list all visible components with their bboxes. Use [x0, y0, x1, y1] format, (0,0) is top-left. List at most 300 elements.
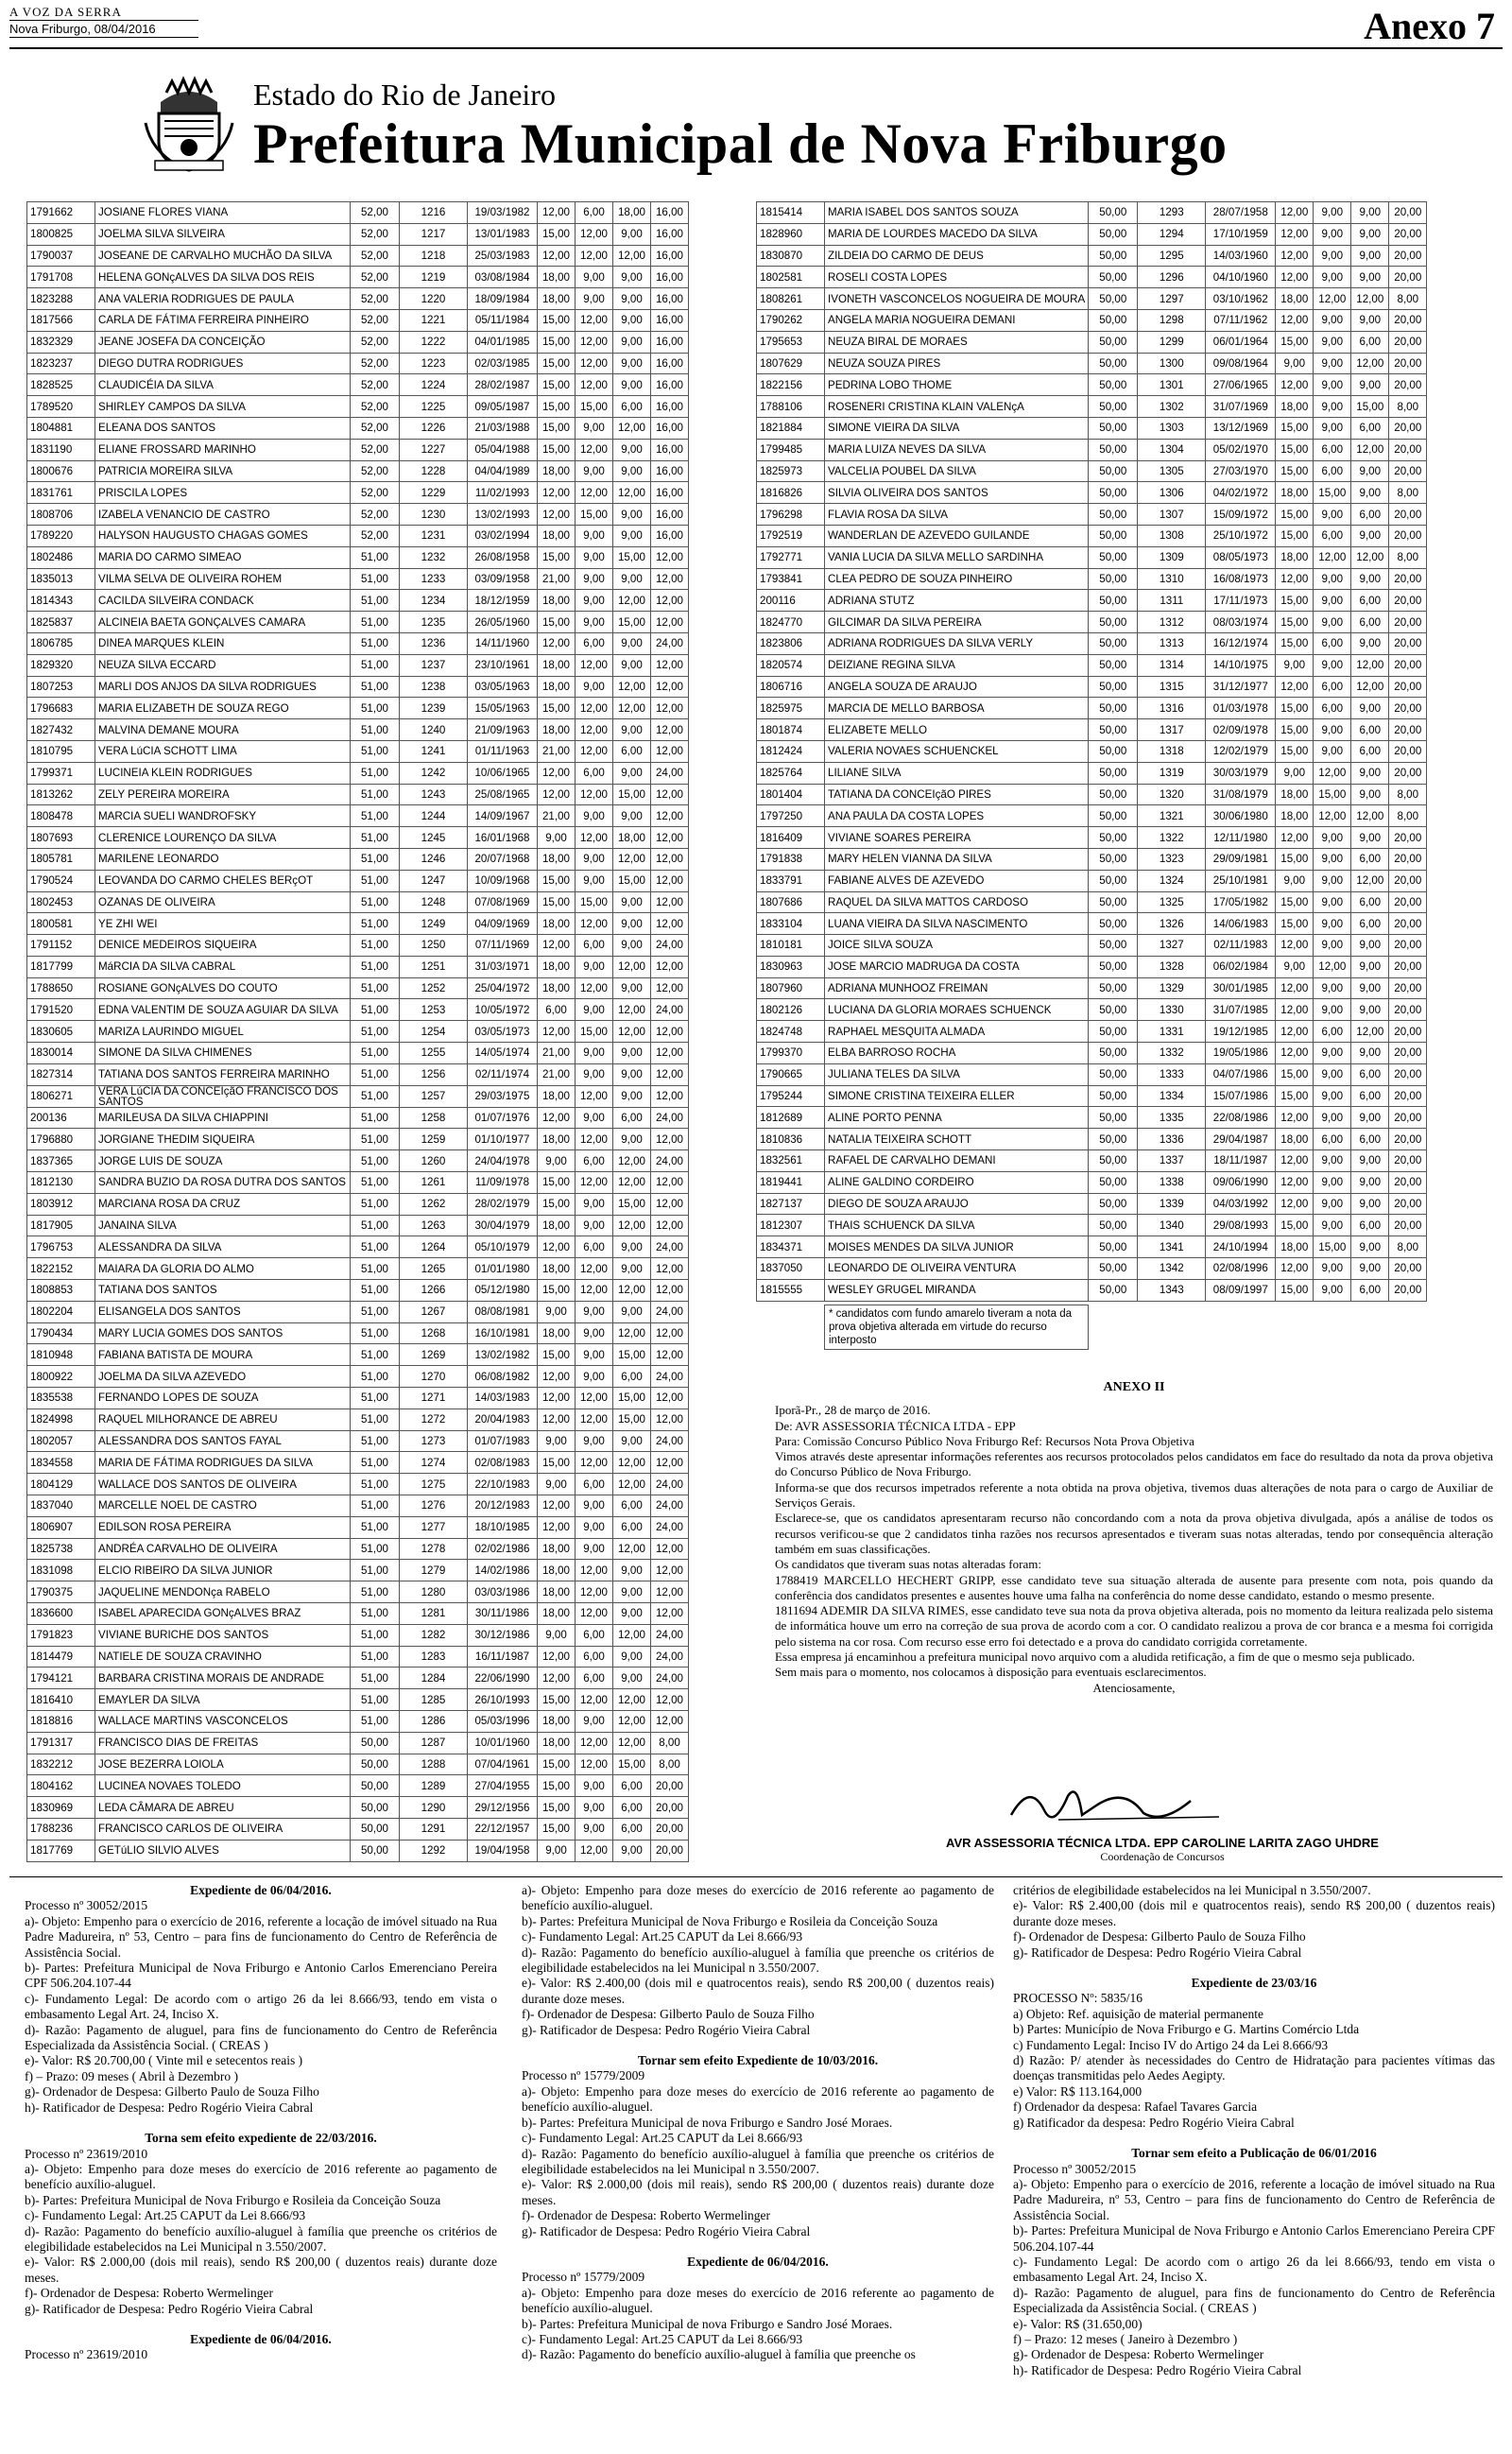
table-cell: 9,00 — [1351, 568, 1389, 590]
table-cell: 9,00 — [613, 1668, 651, 1689]
table-cell: 18/12/1959 — [468, 590, 538, 612]
table-cell: 12,00 — [651, 1408, 689, 1430]
table-cell: 51,00 — [351, 1193, 400, 1215]
table-cell: 1791823 — [27, 1624, 95, 1646]
table-cell: ELCIO RIBEIRO DA SILVA JUNIOR — [95, 1560, 351, 1581]
table-cell: 1807686 — [757, 891, 825, 913]
table-cell: 1823806 — [757, 632, 825, 654]
table-cell: 50,00 — [1089, 590, 1138, 612]
table-cell: 12,00 — [613, 590, 651, 612]
table-cell: 1319 — [1138, 762, 1206, 784]
table-cell: 9,00 — [538, 1474, 576, 1495]
table-cell: 20,00 — [1389, 913, 1427, 935]
table-row — [757, 525, 1427, 546]
table-cell: 16/01/1968 — [468, 827, 538, 849]
table-row — [27, 654, 689, 676]
table-cell: 51,00 — [351, 848, 400, 870]
table-cell: 25/10/1972 — [1206, 525, 1276, 546]
expediente-line: Processo nº 15779/2009 — [522, 2068, 645, 2083]
table-cell: 1333 — [1138, 1063, 1206, 1085]
table-cell: 15/09/1972 — [1206, 504, 1276, 526]
table-cell: 15,00 — [538, 870, 576, 891]
letter-paragraph: 1811694 ADEMIR DA SILVA RIMES, esse candidato teve sua nota da prova objetiva alterada, pois no momento da leitura realizada pelo sistema de informática houve um erro na correção de sua prova de acordo com a cor. O candidato realizou a prova de cor branca e a mesma foi corrigida pelo sistema na cor rosa. Com recurso esse erro foi detectado e a prova do candidato corrigida corretamente. — [775, 1603, 1493, 1649]
table-cell: 1810795 — [27, 740, 95, 762]
table-cell: 20,00 — [1389, 353, 1427, 374]
table-cell: 12,00 — [576, 353, 613, 374]
table-cell: 1833791 — [757, 870, 825, 891]
table-row — [27, 525, 689, 546]
table-cell: 50,00 — [1089, 546, 1138, 568]
table-cell: 15,00 — [613, 546, 651, 568]
table-cell: 9,00 — [1276, 956, 1314, 977]
expediente-line: Processo nº 23619/2010 — [25, 2347, 148, 2362]
table-cell: 9,00 — [1314, 504, 1351, 526]
table-cell: 12,00 — [651, 870, 689, 891]
expediente-line: f) – Prazo: 12 meses ( Janeiro à Dezembro ) — [1013, 2331, 1238, 2346]
table-row — [27, 891, 689, 913]
table-cell: 1314 — [1138, 654, 1206, 676]
table-cell: 51,00 — [351, 568, 400, 590]
table-cell: 12,00 — [651, 1043, 689, 1064]
table-cell: 51,00 — [351, 1474, 400, 1495]
table-cell: 9,00 — [1351, 1236, 1389, 1258]
table-cell: 50,00 — [1089, 1279, 1138, 1301]
table-cell: NATALIA TEIXEIRA SCHOTT — [825, 1129, 1089, 1150]
table-cell: 1831190 — [27, 439, 95, 460]
table-cell: MARILENE LEONARDO — [95, 848, 351, 870]
table-cell: 6,00 — [1351, 590, 1389, 612]
table-cell: 12,00 — [1276, 568, 1314, 590]
table-cell: 20,00 — [1389, 1193, 1427, 1215]
table-cell: BARBARA CRISTINA MORAIS DE ANDRADE — [95, 1668, 351, 1689]
table-cell: 13/02/1993 — [468, 504, 538, 526]
table-cell: 51,00 — [351, 1624, 400, 1646]
table-cell: 15,00 — [538, 1193, 576, 1215]
table-cell: 16/12/1974 — [1206, 632, 1276, 654]
table-cell: ELIZABETE MELLO — [825, 719, 1089, 741]
table-row — [27, 1452, 689, 1474]
table-cell: 15,00 — [1276, 525, 1314, 546]
table-cell: 1808261 — [757, 288, 825, 310]
table-cell: 20,00 — [1389, 1063, 1427, 1085]
expediente-line: c)- Fundamento Legal: Art.25 CAPUT da Lei 8.666/93 — [522, 1929, 803, 1944]
table-cell: 12,00 — [1314, 762, 1351, 784]
table-row — [27, 1560, 689, 1581]
table-cell: 50,00 — [1089, 740, 1138, 762]
table-cell: 1313 — [1138, 632, 1206, 654]
table-cell: MARY LUCIA GOMES DOS SANTOS — [95, 1322, 351, 1344]
table-cell: 15,00 — [613, 1344, 651, 1366]
table-cell: 51,00 — [351, 719, 400, 741]
table-cell: 16,00 — [651, 460, 689, 482]
table-cell: 12,00 — [538, 935, 576, 957]
table-cell: 1261 — [400, 1172, 468, 1194]
table-cell: 12,00 — [1276, 1107, 1314, 1129]
expediente-line: f)- Ordenador de Despesa: Roberto Wermelinger — [522, 2208, 770, 2223]
table-cell: ELISANGELA DOS SANTOS — [95, 1301, 351, 1322]
table-cell: 51,00 — [351, 891, 400, 913]
table-cell: 1816409 — [757, 827, 825, 849]
table-cell: 6,00 — [613, 740, 651, 762]
table-cell: 15,00 — [1276, 698, 1314, 719]
table-cell: 51,00 — [351, 1236, 400, 1258]
table-cell: 31/03/1971 — [468, 956, 538, 977]
expediente-line: d)- Razão: Pagamento do benefício auxílio-aluguel à família que preenche os critérios de elegibilidade estabelecidos na Lei Municipal n 3.550/2007. — [25, 2223, 497, 2254]
table-cell: 15,00 — [1314, 482, 1351, 504]
table-cell: 50,00 — [1089, 956, 1138, 977]
table-cell: 12,00 — [538, 1646, 576, 1668]
table-cell: 1824748 — [757, 1021, 825, 1043]
table-cell: 9,00 — [1314, 267, 1351, 288]
anexo-ii-letter — [775, 1380, 1493, 1696]
table-cell: 02/02/1986 — [468, 1538, 538, 1560]
table-cell: 12,00 — [613, 245, 651, 267]
table-cell: 12,00 — [613, 1474, 651, 1495]
table-cell: 51,00 — [351, 1150, 400, 1172]
table-cell: WALLACE DOS SANTOS DE OLIVEIRA — [95, 1474, 351, 1495]
table-cell: ALINE PORTO PENNA — [825, 1107, 1089, 1129]
table-cell: 1821884 — [757, 417, 825, 439]
table-cell: 1231 — [400, 525, 468, 546]
table-cell: 15,00 — [1276, 439, 1314, 460]
table-cell: 51,00 — [351, 913, 400, 935]
table-cell: 1329 — [1138, 977, 1206, 999]
table-cell: 1297 — [1138, 288, 1206, 310]
table-cell: 14/03/1960 — [1206, 245, 1276, 267]
table-cell: VANIA LUCIA DA SILVA MELLO SARDINHA — [825, 546, 1089, 568]
table-cell: 1220 — [400, 288, 468, 310]
table-cell: 9,00 — [1314, 999, 1351, 1021]
table-cell: 1247 — [400, 870, 468, 891]
table-cell: EMAYLER DA SILVA — [95, 1689, 351, 1711]
table-cell: 1257 — [400, 1085, 468, 1107]
table-cell: 1336 — [1138, 1129, 1206, 1150]
table-cell: 6,00 — [538, 999, 576, 1021]
table-cell: 50,00 — [351, 1840, 400, 1861]
table-cell: VIVIANE BURICHE DOS SANTOS — [95, 1624, 351, 1646]
table-cell: CLERENICE LOURENÇO DA SILVA — [95, 827, 351, 849]
table-cell: 51,00 — [351, 1495, 400, 1517]
table-cell: 28/02/1987 — [468, 374, 538, 396]
table-cell: 8,00 — [651, 1732, 689, 1754]
table-row — [757, 245, 1427, 267]
table-cell: 1324 — [1138, 870, 1206, 891]
table-cell: NEUZA SOUZA PIRES — [825, 353, 1089, 374]
table-cell: 18,00 — [538, 1560, 576, 1581]
table-cell: 16,00 — [651, 504, 689, 526]
table-cell: 12,00 — [651, 1085, 689, 1107]
table-cell: 20,00 — [1389, 632, 1427, 654]
table-cell: 12,00 — [651, 1689, 689, 1711]
table-cell: 50,00 — [1089, 439, 1138, 460]
table-cell: 20,00 — [1389, 612, 1427, 633]
table-cell: 1339 — [1138, 1193, 1206, 1215]
table-cell: 12,00 — [576, 245, 613, 267]
table-cell: 07/11/1962 — [1206, 309, 1276, 331]
table-cell: 12,00 — [1276, 1150, 1314, 1172]
table-row — [27, 1840, 689, 1861]
table-cell: 12,00 — [1276, 1193, 1314, 1215]
table-cell: 50,00 — [351, 1818, 400, 1840]
table-cell: 31/08/1979 — [1206, 784, 1276, 805]
expediente-line: Processo nº 15779/2009 — [522, 2270, 645, 2285]
table-cell: 20,00 — [1389, 676, 1427, 698]
table-cell: MARCIA DE MELLO BARBOSA — [825, 698, 1089, 719]
expediente-line: c)- Fundamento Legal: Art.25 CAPUT da Lei 8.666/93 — [25, 2208, 306, 2223]
table-cell: 51,00 — [351, 1258, 400, 1280]
table-cell: 15,00 — [1314, 1236, 1351, 1258]
table-cell: 9,00 — [576, 1107, 613, 1129]
table-cell: 15,00 — [576, 396, 613, 418]
table-cell: 52,00 — [351, 245, 400, 267]
table-cell: 17/10/1959 — [1206, 223, 1276, 245]
table-cell: 12,00 — [613, 1322, 651, 1344]
table-cell: JORGE LUIS DE SOUZA — [95, 1150, 351, 1172]
table-cell: 9,00 — [538, 1840, 576, 1861]
table-row — [757, 202, 1427, 224]
table-cell: 1828525 — [27, 374, 95, 396]
table-cell: 9,00 — [1314, 612, 1351, 633]
table-cell: 1248 — [400, 891, 468, 913]
table-cell: 50,00 — [1089, 1193, 1138, 1215]
table-cell: 19/05/1986 — [1206, 1043, 1276, 1064]
table-cell: 1790665 — [757, 1063, 825, 1085]
table-row — [27, 590, 689, 612]
table-cell: 15,00 — [576, 1021, 613, 1043]
masthead — [9, 4, 198, 38]
table-cell: 9,00 — [1351, 632, 1389, 654]
table-cell: 12,00 — [651, 1063, 689, 1085]
table-cell: 6,00 — [576, 1474, 613, 1495]
table-cell: 9,00 — [576, 676, 613, 698]
table-row — [27, 913, 689, 935]
table-row — [27, 353, 689, 374]
table-row — [27, 374, 689, 396]
table-cell: 50,00 — [1089, 977, 1138, 999]
table-cell: 18,00 — [538, 460, 576, 482]
table-cell: 12,00 — [1276, 999, 1314, 1021]
table-cell: 1812424 — [757, 740, 825, 762]
table-cell: 12,00 — [576, 223, 613, 245]
table-cell: 12,00 — [576, 913, 613, 935]
table-cell: 12,00 — [538, 202, 576, 224]
table-cell: 1307 — [1138, 504, 1206, 526]
table-row — [27, 784, 689, 805]
table-cell: FERNANDO LOPES DE SOUZA — [95, 1388, 351, 1409]
table-cell: 12,00 — [651, 913, 689, 935]
table-row — [27, 223, 689, 245]
table-cell: 20,00 — [1389, 999, 1427, 1021]
table-cell: 1794121 — [27, 1668, 95, 1689]
table-cell: 6,00 — [1351, 719, 1389, 741]
table-cell: 12,00 — [1276, 374, 1314, 396]
table-row — [757, 632, 1427, 654]
table-cell: 1335 — [1138, 1107, 1206, 1129]
table-cell: 50,00 — [1089, 460, 1138, 482]
table-cell: 51,00 — [351, 1172, 400, 1194]
table-cell: 1241 — [400, 740, 468, 762]
table-row — [27, 1193, 689, 1215]
table-row — [27, 698, 689, 719]
table-cell: ANDRÉA CARVALHO DE OLIVEIRA — [95, 1538, 351, 1560]
table-cell: 50,00 — [1089, 1171, 1138, 1193]
table-cell: 51,00 — [351, 1085, 400, 1107]
table-cell: TATIANA DA CONCEIçãO PIRES — [825, 784, 1089, 805]
table-cell: 1789520 — [27, 396, 95, 418]
table-cell: 1259 — [400, 1129, 468, 1150]
table-cell: 12,00 — [1314, 546, 1351, 568]
table-cell: 9,00 — [576, 525, 613, 546]
table-cell: 9,00 — [613, 331, 651, 353]
table-cell: 24,00 — [651, 762, 689, 784]
table-cell: 51,00 — [351, 805, 400, 827]
table-cell: JULIANA TELES DA SILVA — [825, 1063, 1089, 1085]
table-cell: 12,00 — [651, 1538, 689, 1560]
table-cell: 12,00 — [613, 999, 651, 1021]
table-cell: 12,00 — [651, 698, 689, 719]
table-cell: 9,00 — [613, 568, 651, 590]
table-cell: 1223 — [400, 353, 468, 374]
expediente-line: g)- Ordenador de Despesa: Gilberto Paulo de Souza Filho — [25, 2084, 319, 2100]
expediente-heading: Torna sem efeito expediente de 22/03/2016. — [145, 2131, 377, 2146]
table-cell: 51,00 — [351, 698, 400, 719]
table-cell: 1311 — [1138, 590, 1206, 612]
expediente-line: b) Partes: Município de Nova Friburgo e G. Martins Comércio Ltda — [1013, 2022, 1360, 2037]
table-cell: 1254 — [400, 1021, 468, 1043]
table-cell: LUCINEIA KLEIN RODRIGUES — [95, 762, 351, 784]
table-cell: 51,00 — [351, 1388, 400, 1409]
table-cell: 16/11/1987 — [468, 1646, 538, 1668]
table-cell: MAIARA DA GLORIA DO ALMO — [95, 1258, 351, 1280]
table-cell: 05/10/1979 — [468, 1236, 538, 1258]
table-cell: 24,00 — [651, 1236, 689, 1258]
table-cell: 1836600 — [27, 1603, 95, 1625]
table-row — [757, 870, 1427, 891]
table-cell: 12,00 — [576, 309, 613, 331]
table-row — [27, 1258, 689, 1280]
table-cell: 9,00 — [1314, 396, 1351, 418]
table-cell: 9,00 — [1314, 374, 1351, 396]
table-cell: 9,00 — [613, 460, 651, 482]
table-cell: 50,00 — [351, 1797, 400, 1819]
table-cell: 26/05/1960 — [468, 612, 538, 633]
table-cell: VERA LúCIA DA CONCEIçãO FRANCISCO DOS SANTOS — [95, 1085, 351, 1107]
table-cell: LEOVANDA DO CARMO CHELES BERçOT — [95, 870, 351, 891]
table-cell: 51,00 — [351, 935, 400, 957]
newspaper-date: Nova Friburgo, 08/04/2016 — [9, 20, 198, 38]
table-cell: 12,00 — [651, 1280, 689, 1302]
table-cell: OZANAS DE OLIVEIRA — [95, 891, 351, 913]
spacer — [1013, 1961, 1495, 1976]
table-cell: 09/08/1964 — [1206, 353, 1276, 374]
table-cell: 18,00 — [538, 1538, 576, 1560]
table-cell: 9,00 — [576, 870, 613, 891]
spacer — [25, 2317, 497, 2332]
table-cell: 12,00 — [651, 848, 689, 870]
table-cell: 18,00 — [1276, 482, 1314, 504]
table-cell: 9,00 — [576, 546, 613, 568]
table-cell: DIEGO DUTRA RODRIGUES — [95, 353, 351, 374]
table-cell: 12,00 — [613, 1710, 651, 1732]
table-cell: 19/04/1958 — [468, 1840, 538, 1861]
table-cell: 12,00 — [576, 719, 613, 741]
table-row — [757, 654, 1427, 676]
table-cell: 12,00 — [651, 891, 689, 913]
table-cell: 15,00 — [538, 891, 576, 913]
expediente-line: c)- Fundamento Legal: De acordo com o artigo 26 da lei 8.666/93, tendo em vista o embasamento Legal Art. 24, Inciso X. — [1013, 2254, 1495, 2285]
table-row — [27, 1215, 689, 1236]
table-cell: 50,00 — [1089, 1063, 1138, 1085]
table-cell: 9,00 — [613, 1236, 651, 1258]
table-cell: 9,00 — [1276, 870, 1314, 891]
table-cell: 10/09/1968 — [468, 870, 538, 891]
table-cell: 15,00 — [1276, 891, 1314, 913]
table-cell: 12,00 — [576, 1452, 613, 1474]
table-row — [27, 676, 689, 698]
table-cell: MARIA ELIZABETH DE SOUZA REGO — [95, 698, 351, 719]
table-cell: LILIANE SILVA — [825, 762, 1089, 784]
table-cell: 1256 — [400, 1063, 468, 1085]
table-cell: 12,00 — [613, 1021, 651, 1043]
table-cell: CLAUDICÉIA DA SILVA — [95, 374, 351, 396]
table-cell: 16,00 — [651, 353, 689, 374]
table-cell: 9,00 — [1314, 891, 1351, 913]
table-row — [757, 784, 1427, 805]
table-cell: 9,00 — [1314, 417, 1351, 439]
table-cell: 6,00 — [576, 1624, 613, 1646]
table-cell: 50,00 — [1089, 482, 1138, 504]
table-cell: 29/09/1981 — [1206, 848, 1276, 870]
table-cell: 12,00 — [1276, 827, 1314, 849]
table-cell: 1238 — [400, 676, 468, 698]
table-row — [27, 1818, 689, 1840]
table-cell: 1328 — [1138, 956, 1206, 977]
table-cell: 15,00 — [538, 1344, 576, 1366]
table-cell: 6,00 — [1351, 1085, 1389, 1107]
table-cell: ANA PAULA DA COSTA LOPES — [825, 805, 1089, 827]
table-cell: 12,00 — [651, 1560, 689, 1581]
table-cell: 50,00 — [1089, 202, 1138, 224]
table-cell: 25/04/1972 — [468, 977, 538, 999]
table-cell: JOELMA SILVA SILVEIRA — [95, 223, 351, 245]
table-cell: 16/10/1981 — [468, 1322, 538, 1344]
table-cell: 9,00 — [1351, 784, 1389, 805]
table-cell: 07/11/1969 — [468, 935, 538, 957]
table-cell: 08/09/1997 — [1206, 1279, 1276, 1301]
table-cell: 25/03/1983 — [468, 245, 538, 267]
table-cell: NEUZA BIRAL DE MORAES — [825, 331, 1089, 353]
table-cell: EDILSON ROSA PEREIRA — [95, 1516, 351, 1538]
table-cell: 1812689 — [757, 1107, 825, 1129]
table-cell: ELBA BARROSO ROCHA — [825, 1043, 1089, 1064]
table-cell: 18,00 — [538, 848, 576, 870]
table-cell: 9,00 — [613, 1258, 651, 1280]
table-cell: 9,00 — [1276, 762, 1314, 784]
table-cell: 9,00 — [1351, 267, 1389, 288]
table-cell: 1290 — [400, 1797, 468, 1819]
table-cell: 1217 — [400, 223, 468, 245]
table-cell: 9,00 — [1351, 460, 1389, 482]
table-cell: 1309 — [1138, 546, 1206, 568]
expediente-line: Processo nº 30052/2015 — [25, 1898, 148, 1913]
table-cell: 21/09/1963 — [468, 719, 538, 741]
table-cell: 12,00 — [613, 1215, 651, 1236]
table-cell: 1802486 — [27, 546, 95, 568]
table-cell: 20,00 — [651, 1797, 689, 1819]
table-cell: 50,00 — [1089, 1236, 1138, 1258]
table-cell: 1330 — [1138, 999, 1206, 1021]
table-cell: PRISCILA LOPES — [95, 482, 351, 504]
